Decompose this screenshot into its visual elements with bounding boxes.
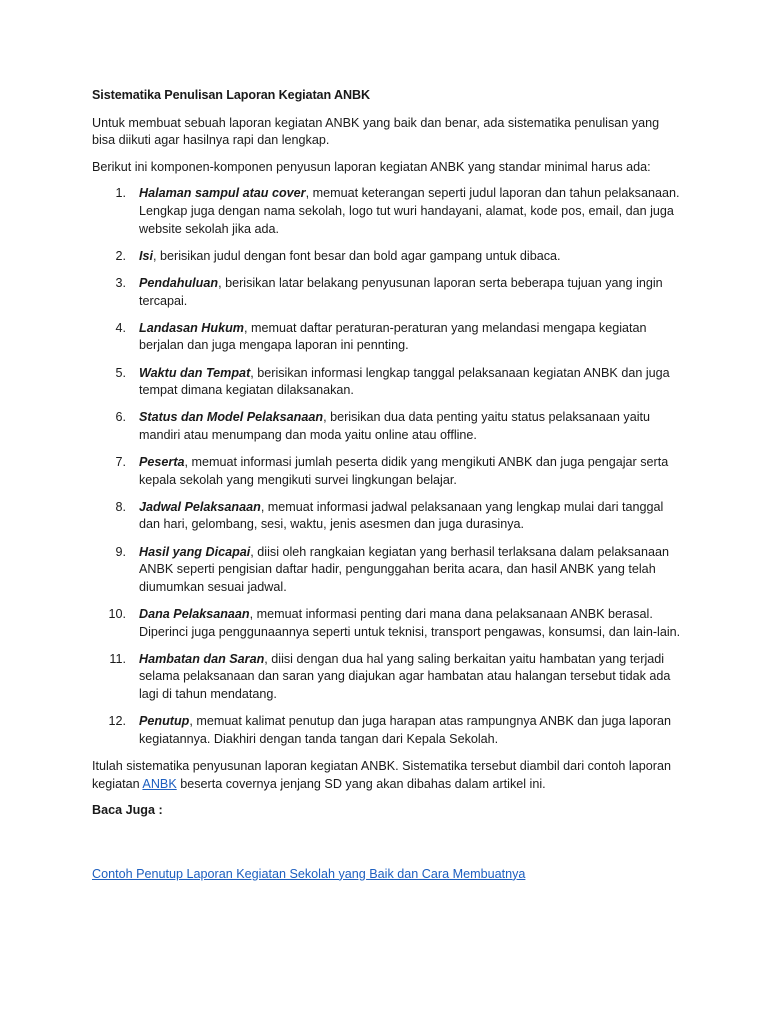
list-item-number: 1. xyxy=(115,186,126,201)
list-item-term: Landasan Hukum xyxy=(139,320,244,335)
closing-text-after: beserta covernya jenjang SD yang akan dibahas dalam artikel ini. xyxy=(176,776,546,791)
list-item-term: Dana Pelaksanaan xyxy=(139,607,250,621)
list-item xyxy=(92,713,684,748)
list-item-text: , memuat informasi jadwal pelaksanaan yang lengkap mulai dari tanggal dan hari, gelombang, sesi, waktu, jenis asesmen dan juga durasinya. xyxy=(139,499,664,532)
list-item xyxy=(92,544,684,597)
list-item-term: Waktu dan Tempat xyxy=(139,365,251,380)
components-list xyxy=(92,185,684,748)
list-item xyxy=(92,185,684,238)
list-item-number: 2. xyxy=(115,248,126,263)
list-item-number: 4. xyxy=(115,320,126,335)
closing-paragraph xyxy=(92,758,684,793)
list-item-number: 5. xyxy=(115,365,126,380)
list-item-term: Hambatan dan Saran xyxy=(139,651,265,666)
list-item-text: , berisikan dua data penting yaitu status pelaksanaan yaitu mandiri atau menumpang dan moda yaitu online atau offline. xyxy=(139,410,651,442)
list-item-number: 11. xyxy=(109,651,126,666)
list-item-text: , memuat daftar peraturan-peraturan yang melandasi mengapa kegiatan berjalan dan juga mengapa laporan ini pennting. xyxy=(139,320,647,353)
document-body xyxy=(92,87,684,892)
list-item-term: Isi xyxy=(139,248,154,263)
list-item-number: 10. xyxy=(108,607,126,621)
list-item xyxy=(92,320,684,355)
list-item-text: , memuat kalimat penutup dan juga harapan atas rampungnya ANBK dan juga laporan kegiatannya. Diakhiri dengan tanda tangan dari Kepala Sekolah. xyxy=(139,714,672,746)
list-item xyxy=(92,606,684,641)
list-item-term: Jadwal Pelaksanaan xyxy=(139,499,261,514)
list-item-term: Halaman sampul atau cover xyxy=(139,186,306,201)
list-item-text: , memuat informasi penting dari mana dana pelaksanaan ANBK berasal. Diperinci juga penggunaannya seperti untuk teknisi, transport pengawas, konsumsi, dan lain-lain. xyxy=(139,607,681,639)
list-item-text: , memuat keterangan seperti judul laporan dan tahun pelaksanaan. Lengkap juga dengan nama sekolah, logo tut wuri handayani, alamat, kode pos, email, dan juga website sekolah jika ada. xyxy=(139,186,680,236)
list-item xyxy=(92,248,684,266)
list-item-term: Hasil yang Dicapai xyxy=(139,544,251,559)
list-item-text: , diisi oleh rangkaian kegiatan yang berhasil terlaksana dalam pelaksanaan ANBK seperti pengisian daftar hadir, pengunggahan berita acara, dan hasil ANBK yang telah diumumkan sesuai jadwal. xyxy=(139,544,669,594)
baca-juga-label: Baca Juga : xyxy=(92,803,163,818)
anbk-link[interactable]: ANBK xyxy=(142,776,177,791)
list-item-term: Pendahuluan xyxy=(139,275,219,290)
list-item-text: , diisi dengan dua hal yang saling berkaitan yaitu hambatan yang terjadi selama pelaksanaan dan saran yang diajukan agar hambatan atau halangan tersebut tidak ada lagi di tahun mendatang. xyxy=(139,651,671,701)
list-item xyxy=(92,409,684,444)
closing-text-before: Itulah sistematika penyusunan laporan kegiatan ANBK. Sistematika tersebut diambil dari contoh laporan kegiatan xyxy=(92,758,671,791)
related-article-link[interactable]: Contoh Penutup Laporan Kegiatan Sekolah yang Baik dan Cara Membuatnya xyxy=(92,866,526,881)
list-item-text: , berisikan informasi lengkap tanggal pelaksanaan kegiatan ANBK dan juga tempat dimana kegiatan dilaksanakan. xyxy=(139,365,670,398)
list-item-term: Peserta xyxy=(139,455,185,470)
list-item-text: , memuat informasi jumlah peserta didik yang mengikuti ANBK dan juga pengajar serta kepala sekolah yang mengikuti survei lingkungan belajar. xyxy=(139,455,669,487)
list-item-number: 8. xyxy=(115,499,126,514)
document-title: Sistematika Penulisan Laporan Kegiatan ANBK xyxy=(92,88,370,102)
list-item-number: 6. xyxy=(115,410,126,425)
list-item-number: 9. xyxy=(115,544,126,559)
list-item-text: , berisikan latar belakang penyusunan laporan serta beberapa tujuan yang ingin tercapai. xyxy=(139,275,663,308)
list-item xyxy=(92,499,684,534)
list-item-number: 12. xyxy=(108,714,126,729)
lead-paragraph: Berikut ini komponen-komponen penyusun laporan kegiatan ANBK yang standar minimal harus ada: xyxy=(92,159,651,174)
list-item xyxy=(92,454,684,489)
list-item-number: 3. xyxy=(115,275,126,290)
intro-paragraph: Untuk membuat sebuah laporan kegiatan ANBK yang baik dan benar, ada sistematika penulisan yang bisa diikuti agar hasilnya rapi dan lengkap. xyxy=(92,115,660,148)
list-item xyxy=(92,651,684,704)
list-item-term: Status dan Model Pelaksanaan xyxy=(139,410,324,425)
list-item-text: , berisikan judul dengan font besar dan bold agar gampang untuk dibaca. xyxy=(153,248,561,263)
related-link-paragraph xyxy=(92,866,684,884)
list-item-number: 7. xyxy=(115,455,126,470)
list-item xyxy=(92,365,684,400)
list-item-term: Penutup xyxy=(139,714,190,729)
list-item xyxy=(92,275,684,310)
